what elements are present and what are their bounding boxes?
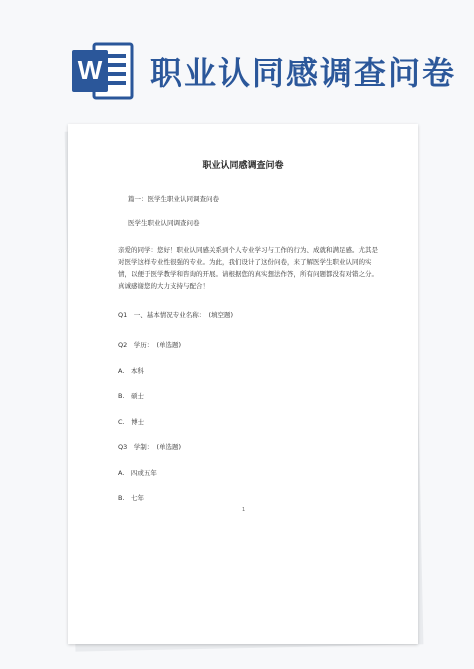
intro-paragraph: 亲爱的同学：您好！职业认同感关系到个人专业学习与工作的行为、成就和满足感。尤其是对医学这样专业性很强的专业。为此，我们设计了这份问卷，来了解医学生职业认同的实情，以便于医学教学和咨询的开展。请根据您的真实想法作答，所有问题都没有对错之分。真诚感谢您的大力支持与配合！ <box>118 246 378 290</box>
option-q2-b: B. 硕士 <box>118 392 145 400</box>
page-number: 1 <box>242 507 246 513</box>
option-q2-c: C. 博士 <box>118 418 145 426</box>
page-title: 职业认同感调查问卷 <box>202 161 284 171</box>
option-q3-b: B. 七年 <box>118 494 145 502</box>
question-q2: Q2 学历： (单选题) <box>118 341 182 349</box>
word-icon <box>72 38 134 104</box>
doc-title: 职业认同感调查问卷 <box>150 54 457 92</box>
word-logo-letter: W <box>77 55 103 85</box>
option-q3-a: A. 四或五年 <box>118 469 157 477</box>
subtitle: 医学生职业认同调查问卷 <box>128 219 200 227</box>
option-q2-a: A. 本科 <box>118 367 144 375</box>
document-page <box>68 124 418 644</box>
question-q3: Q3 学制： (单选题) <box>118 443 182 451</box>
question-q1: Q1 一、基本情况专业名称： (填空题) <box>118 311 234 319</box>
section-heading: 篇一：医学生职业认同调查问卷 <box>128 195 219 203</box>
header <box>0 0 474 118</box>
